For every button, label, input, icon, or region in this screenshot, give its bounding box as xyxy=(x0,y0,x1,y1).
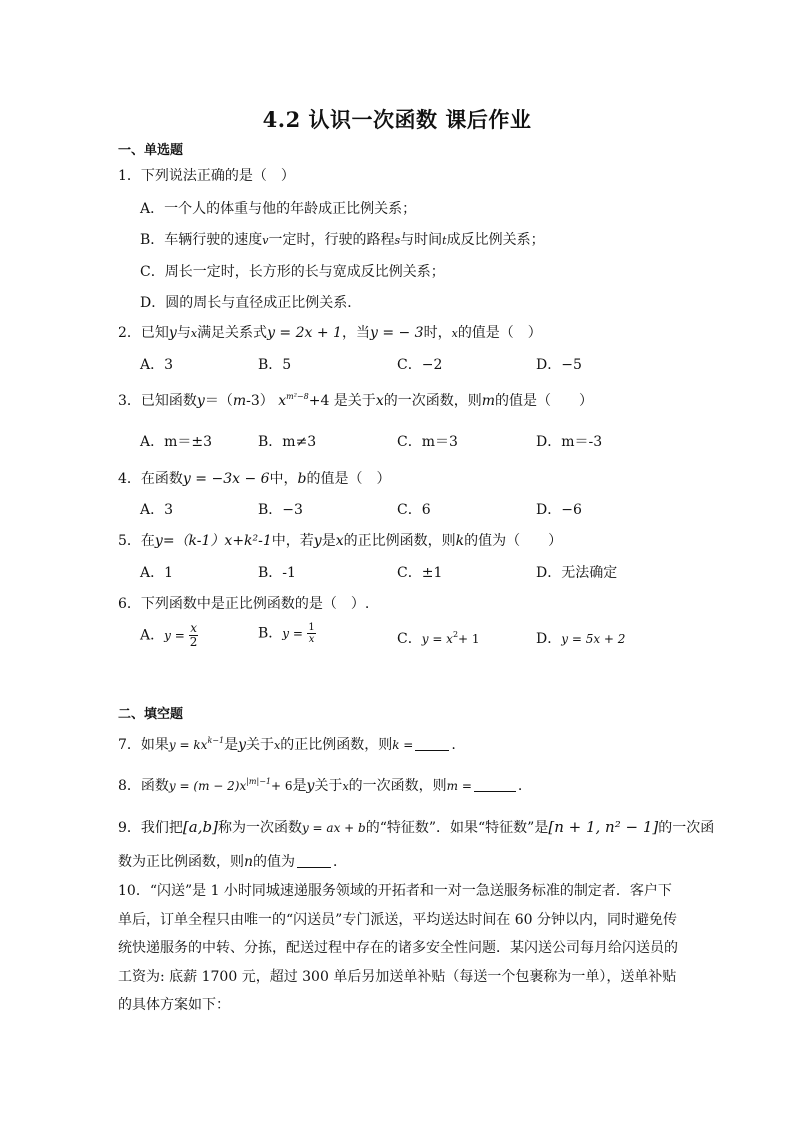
question-6-option-a: A．y = $\frac{x}{2}$ xyxy=(140,621,198,649)
question-1-option-c: C．周长一定时，长方形的长与宽成反比例关系； xyxy=(140,264,445,280)
question-3-option-b: B．m≠3 xyxy=(258,434,317,450)
question-5-option-a: A．1 xyxy=(140,565,174,581)
question-3-option-a: A．m＝±3 xyxy=(140,434,213,450)
question-2-option-c: C．−2 xyxy=(397,357,443,373)
answer-blank[interactable] xyxy=(474,779,516,792)
question-10-text: 10．“闪送”是 1 小时同城速递服务领域的开拓者和一对一急送服务标准的制定者．客户下单后，订单全程只由唯一的“闪送员”专门派送，平均送达时间在 60 分钟以内，同时避免传统快递服务的中转、分拣，配送过程中存在的诸多安全性问题．某闪送公司每月给闪送员的工资为: 底薪 1700 元，超过 300 单后另加送单补贴（每送一个包裹称为一单），送单补贴的具体方案如下： xyxy=(118,883,678,1013)
question-6-option-d: D．y = 5x + 2 xyxy=(536,631,626,647)
question-1-stem: 1．下列说法正确的是（ ） xyxy=(118,168,295,184)
question-9-line-1: 9．我们把[a,b]称为一次函数y = ax + b的“特征数”．如果“特征数”是[n + 1, n² − 1]的一次函 xyxy=(118,818,715,836)
question-1-option-d: D．圆的周长与直径成正比例关系． xyxy=(140,295,362,311)
page-title: 4.2 认识一次函数 课后作业 xyxy=(262,107,532,132)
question-6-stem: 6．下列函数中是正比例函数的是（ ）. xyxy=(118,596,370,612)
question-4-option-a: A．3 xyxy=(140,502,174,518)
question-6-option-c: C．$y = x^2+ 1$ xyxy=(397,630,480,647)
question-2-stem: 2．已知y与x满足关系式y = 2x + 1，当y = − 3时，x的值是（ ） xyxy=(118,325,542,341)
question-8-stem: 8．函数$y = (m - 2)x^{|m|-1}+ 6$是y关于x的一次函数，则m = . xyxy=(118,777,523,794)
question-4-option-d: D．−6 xyxy=(536,502,582,518)
question-1-option-b: B．车辆行驶的速度v一定时，行驶的路程s与时间t成反比例关系； xyxy=(140,232,545,248)
answer-blank[interactable] xyxy=(415,738,449,751)
question-3-stem: 3．已知函数y＝（m-3） $x^{m^2-8}+4$ 是关于x的一次函数，则m的值是（ ） xyxy=(118,392,593,409)
question-5-stem: 5．在y=（k-1）x+k²-1中，若y是x的正比例函数，则k的值为（ ） xyxy=(118,533,563,549)
section-heading-single-choice: 一、单选题 xyxy=(118,143,184,158)
question-2-option-d: D．−5 xyxy=(536,357,582,373)
question-3-option-d: D．m＝-3 xyxy=(536,434,603,450)
question-7-stem: 7．如果$y = kx^{k-1}$是y关于x的正比例函数，则k = . xyxy=(118,736,456,753)
question-5-option-b: B．-1 xyxy=(258,565,296,581)
answer-blank[interactable] xyxy=(297,855,331,868)
question-4-option-b: B．−3 xyxy=(258,502,303,518)
question-2-option-a: A．3 xyxy=(140,357,174,373)
section-heading-fill-blank: 二、填空题 xyxy=(118,707,184,722)
question-5-option-c: C．±1 xyxy=(397,565,443,581)
question-1-option-a: A．一个人的体重与他的年龄成正比例关系； xyxy=(140,201,417,217)
question-4-option-c: C．6 xyxy=(397,502,431,518)
question-3-option-c: C．m＝3 xyxy=(397,434,458,450)
question-4-stem: 4．在函数y = −3x − 6中，b的值是（ ） xyxy=(118,471,391,487)
question-9-line-2: 数为正比例函数，则n的值为 ． xyxy=(118,854,348,870)
question-6-option-b: B．y = $\frac{1}{x}$ xyxy=(258,622,315,645)
question-5-option-d: D．无法确定 xyxy=(536,565,618,581)
question-2-option-b: B．5 xyxy=(258,357,292,373)
